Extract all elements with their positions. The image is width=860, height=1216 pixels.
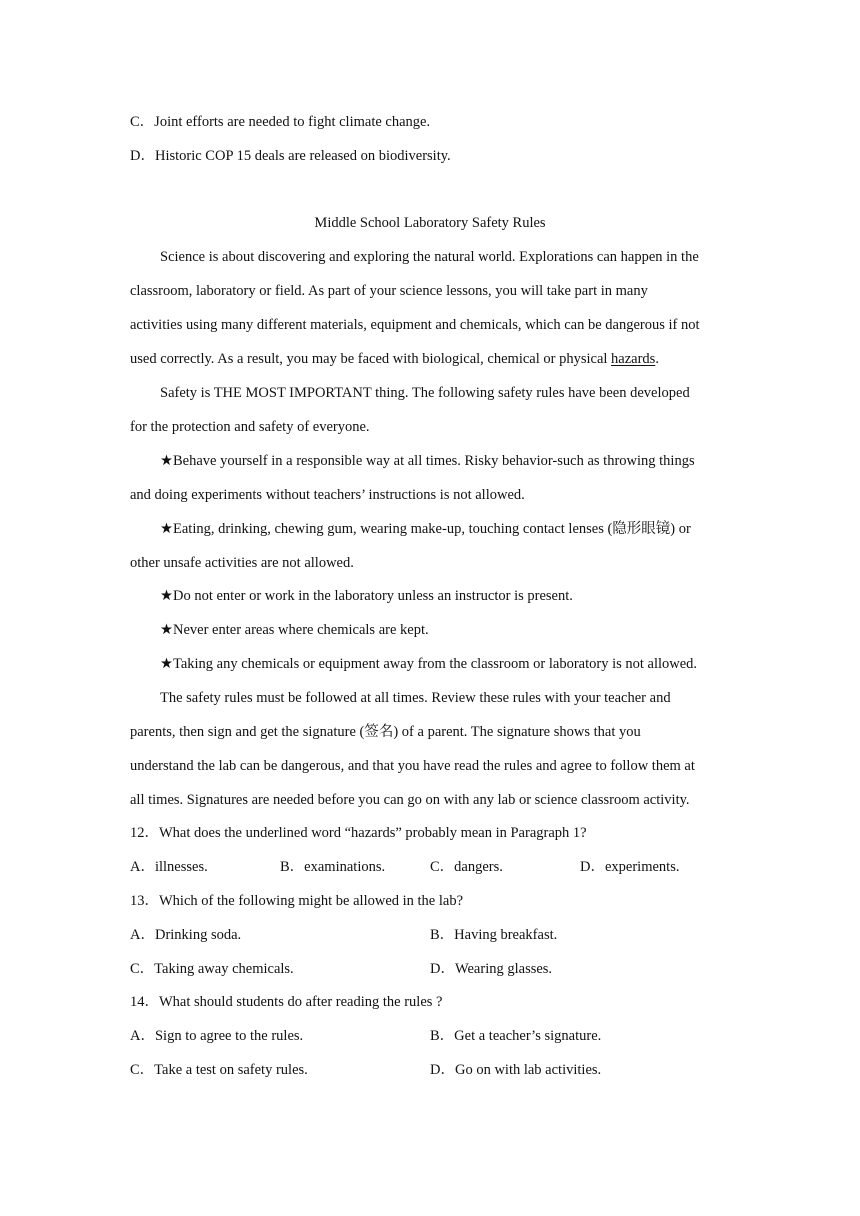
p1-line-2: classroom, laboratory or field. As part of your science lessons, you will take part in many <box>130 283 648 299</box>
p1-line-1: Science is about discovering and exploring the natural world. Explorations can happen in the <box>160 249 699 265</box>
prev-option-d: D．Historic COP 15 deals are released on biodiversity. <box>130 148 451 164</box>
rule-2-line-1: ★Eating, drinking, chewing gum, wearing make-up, touching contact lenses (隐形眼镜) or <box>160 521 691 537</box>
q14-option-b: B．Get a teacher’s signature. <box>430 1028 602 1044</box>
rule-2-line-2: other unsafe activities are not allowed. <box>130 555 354 571</box>
last-para-line-2: parents, then sign and get the signature (签名) of a parent. The signature shows that you <box>130 724 641 740</box>
p1-line-4-pre: used correctly. As a result, you may be faced with biological, chemical or physical <box>130 351 612 367</box>
passage-title: Middle School Laboratory Safety Rules <box>314 215 546 231</box>
rule-1-line-1: ★Behave yourself in a responsible way at all times. Risky behavior-such as throwing things <box>160 453 695 469</box>
last-para-line-1: The safety rules must be followed at all times. Review these rules with your teacher and <box>160 690 671 706</box>
rule-5: ★Taking any chemicals or equipment away from the classroom or laboratory is not allowed. <box>160 656 698 672</box>
rule-4: ★Never enter areas where chemicals are kept. <box>160 622 429 638</box>
question-12-stem: 12．What does the underlined word “hazards” probably mean in Paragraph 1? <box>130 825 587 841</box>
q14-option-c: C．Take a test on safety rules. <box>130 1062 308 1078</box>
p2-line-2: for the protection and safety of everyone. <box>130 419 370 435</box>
p1-line-4-post: . <box>655 351 659 367</box>
p2-line-1: Safety is THE MOST IMPORTANT thing. The following safety rules have been developed <box>160 385 690 401</box>
q12-option-c: C．dangers. <box>430 859 503 875</box>
q13-option-c: C．Taking away chemicals. <box>130 961 294 977</box>
prev-option-c: C．Joint efforts are needed to fight climate change. <box>130 114 431 130</box>
q13-option-d: D．Wearing glasses. <box>430 961 553 977</box>
last-para-line-4: all times. Signatures are needed before you can go on with any lab or science classroom activity. <box>130 792 690 808</box>
question-13-stem: 13．Which of the following might be allowed in the lab? <box>130 893 464 909</box>
q12-option-b: B．examinations. <box>280 859 386 875</box>
rule-3: ★Do not enter or work in the laboratory unless an instructor is present. <box>160 588 573 604</box>
rule-1-line-2: and doing experiments without teachers’ instructions is not allowed. <box>130 487 525 503</box>
q12-option-d: D．experiments. <box>580 859 680 875</box>
q12-option-a: A．illnesses. <box>130 859 208 875</box>
q13-option-b: B．Having breakfast. <box>430 927 558 943</box>
last-para-line-3: understand the lab can be dangerous, and that you have read the rules and agree to follow them at <box>130 758 695 774</box>
question-14-stem: 14．What should students do after reading the rules ? <box>130 994 443 1010</box>
q13-option-a: A．Drinking soda. <box>130 927 242 943</box>
p1-line-3: activities using many different materials, equipment and chemicals, which can be dangerous if not <box>130 317 700 333</box>
q14-option-a: A．Sign to agree to the rules. <box>130 1028 304 1044</box>
q14-option-d: D．Go on with lab activities. <box>430 1062 602 1078</box>
underlined-word-hazards: hazards <box>611 351 656 367</box>
p1-line-4 <box>130 349 730 369</box>
